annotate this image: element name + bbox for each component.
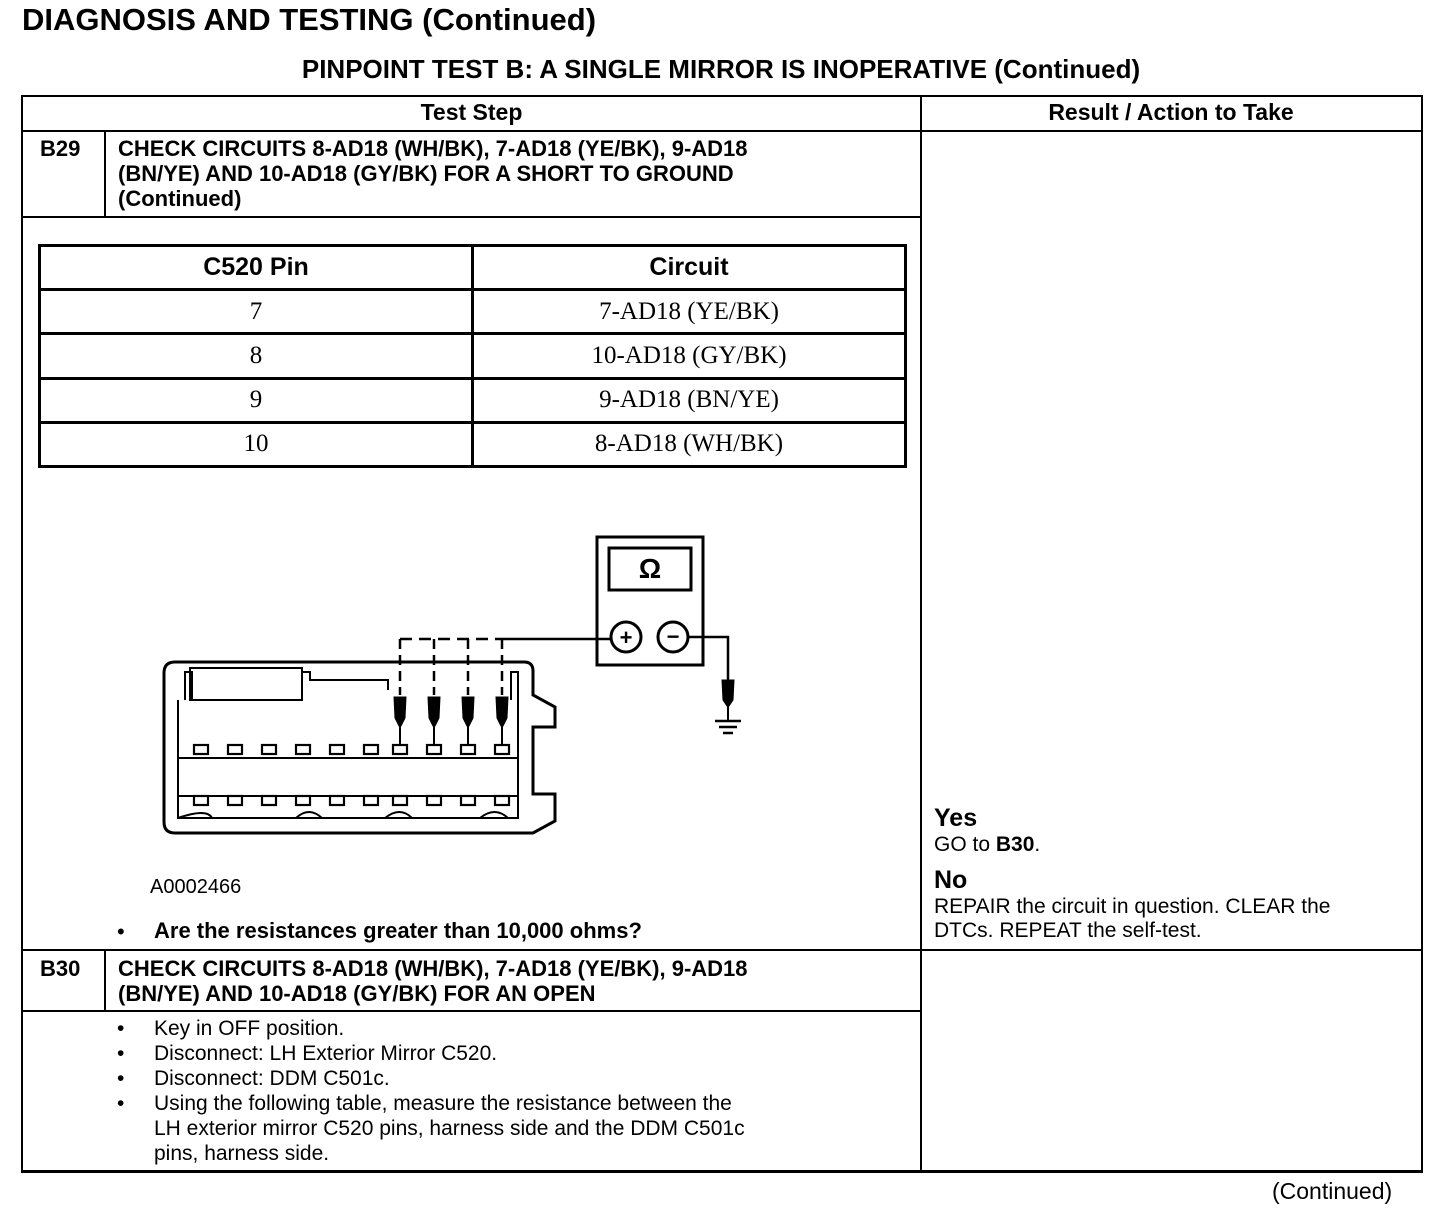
col-header-circuit: Circuit xyxy=(473,246,906,290)
list-item: • Using the following table, measure the resistance between the LH exterior mirror C520 pins, harness side and the DDM C501c pins, harness side. xyxy=(117,1092,745,1165)
circuit-cell: 9-AD18 (BN/YE) xyxy=(473,378,906,422)
list-item: • Key in OFF position. xyxy=(117,1017,345,1040)
step-question: Are the resistances greater than 10,000 ohms? xyxy=(154,918,642,943)
yes-label: Yes xyxy=(934,804,978,832)
circuit-cell: 10-AD18 (GY/BK) xyxy=(473,334,906,378)
pin-cell: 7 xyxy=(40,290,473,334)
minus-sign: − xyxy=(666,624,680,649)
bullet: • xyxy=(117,919,125,944)
no-action: REPAIR the circuit in question. CLEAR the DTCs. REPEAT the self-test. xyxy=(934,895,1331,942)
step-id-b29: B29 xyxy=(40,136,81,161)
col-header-pin: C520 Pin xyxy=(40,246,473,290)
test-step-header: Test Step xyxy=(420,99,523,125)
result-action-header: Result / Action to Take xyxy=(1048,99,1294,125)
step-title-b29: CHECK CIRCUITS 8-AD18 (WH/BK), 7-AD18 (YE/BK), 9-AD18 (BN/YE) AND 10-AD18 (GY/BK) FOR A SHORT TO GROUND (Continued) xyxy=(118,136,748,211)
yes-action: GO to B30. xyxy=(934,833,1041,856)
goto-link-b30[interactable]: B30 xyxy=(995,833,1035,856)
step-title-b30: CHECK CIRCUITS 8-AD18 (WH/BK), 7-AD18 (YE/BK), 9-AD18 (BN/YE) AND 10-AD18 (GY/BK) FOR AN OPEN xyxy=(118,956,748,1006)
ohm-symbol: Ω xyxy=(638,553,662,584)
list-item: • Disconnect: LH Exterior Mirror C520. xyxy=(117,1042,498,1065)
circuit-cell: 8-AD18 (WH/BK) xyxy=(473,422,906,466)
result-no xyxy=(934,866,1420,943)
list-item: • Disconnect: DDM C501c. xyxy=(117,1067,390,1090)
page-title: DIAGNOSIS AND TESTING (Continued) xyxy=(22,2,597,37)
step-id-b30: B30 xyxy=(40,956,81,981)
circuit-cell: 7-AD18 (YE/BK) xyxy=(473,290,906,334)
plus-sign: + xyxy=(619,625,633,650)
ground-probe xyxy=(722,680,734,706)
b30-instructions xyxy=(117,1016,907,1166)
pin-cell: 10 xyxy=(40,422,473,466)
continued-note: (Continued) xyxy=(1272,1178,1393,1204)
figure-id: A0002466 xyxy=(150,876,242,898)
result-yes xyxy=(934,804,1420,857)
pin-cell: 9 xyxy=(40,378,473,422)
pinpoint-test-title: PINPOINT TEST B: A SINGLE MIRROR IS INOPERATIVE (Continued) xyxy=(301,54,1141,84)
no-label: No xyxy=(934,866,968,894)
pin-cell: 8 xyxy=(40,334,473,378)
c520-connector xyxy=(164,662,555,833)
